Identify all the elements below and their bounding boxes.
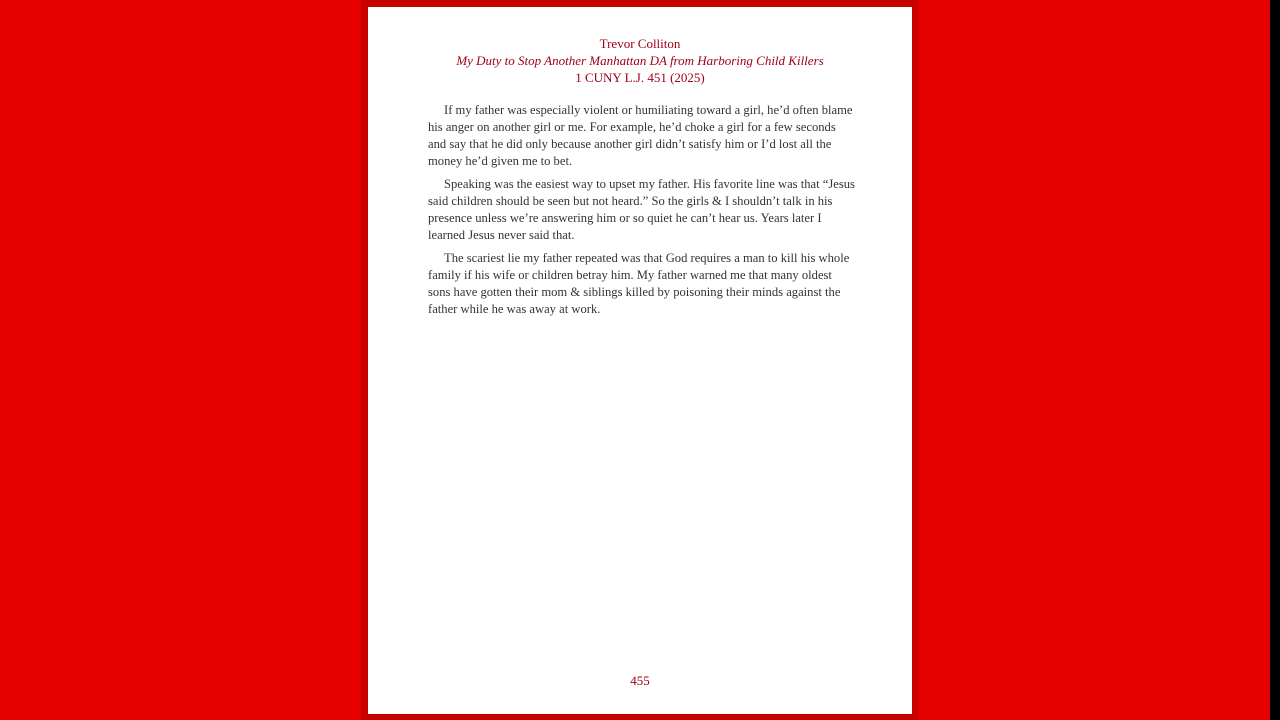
paragraph: Speaking was the easiest way to upset my father. His favorite line was that “Jesus said children should be seen but not heard.” So the girls & I shouldn’t talk in his presence unless we’re answering him or so quiet he can’t hear us. Years later I learned Jesus never said that. (428, 177, 855, 242)
page-number: 455 (630, 673, 650, 688)
paragraph: If my father was especially violent or humiliating toward a girl, he’d often blame his anger on another girl or me. For example, he’d choke a girl for a few seconds and say that he did only because another girl didn’t satisfy him or I’d lost all the money he’d given me to bet. (428, 103, 853, 168)
paragraph: The scariest lie my father repeated was that God requires a man to kill his whole family if his wife or children betray him. My father warned me that many oldest sons have gotten their mom & siblings killed by poisoning their minds against the father while he was away at work. (428, 251, 850, 316)
screen-right-edge (1270, 0, 1280, 720)
citation: 1 CUNY L.J. 451 (2025) (575, 70, 705, 85)
author-name: Trevor Colliton (599, 36, 681, 51)
article-title: My Duty to Stop Another Manhattan DA from Harboring Child Killers (456, 53, 824, 68)
running-header (368, 35, 912, 86)
body-text (428, 102, 856, 324)
document-page (368, 7, 912, 714)
